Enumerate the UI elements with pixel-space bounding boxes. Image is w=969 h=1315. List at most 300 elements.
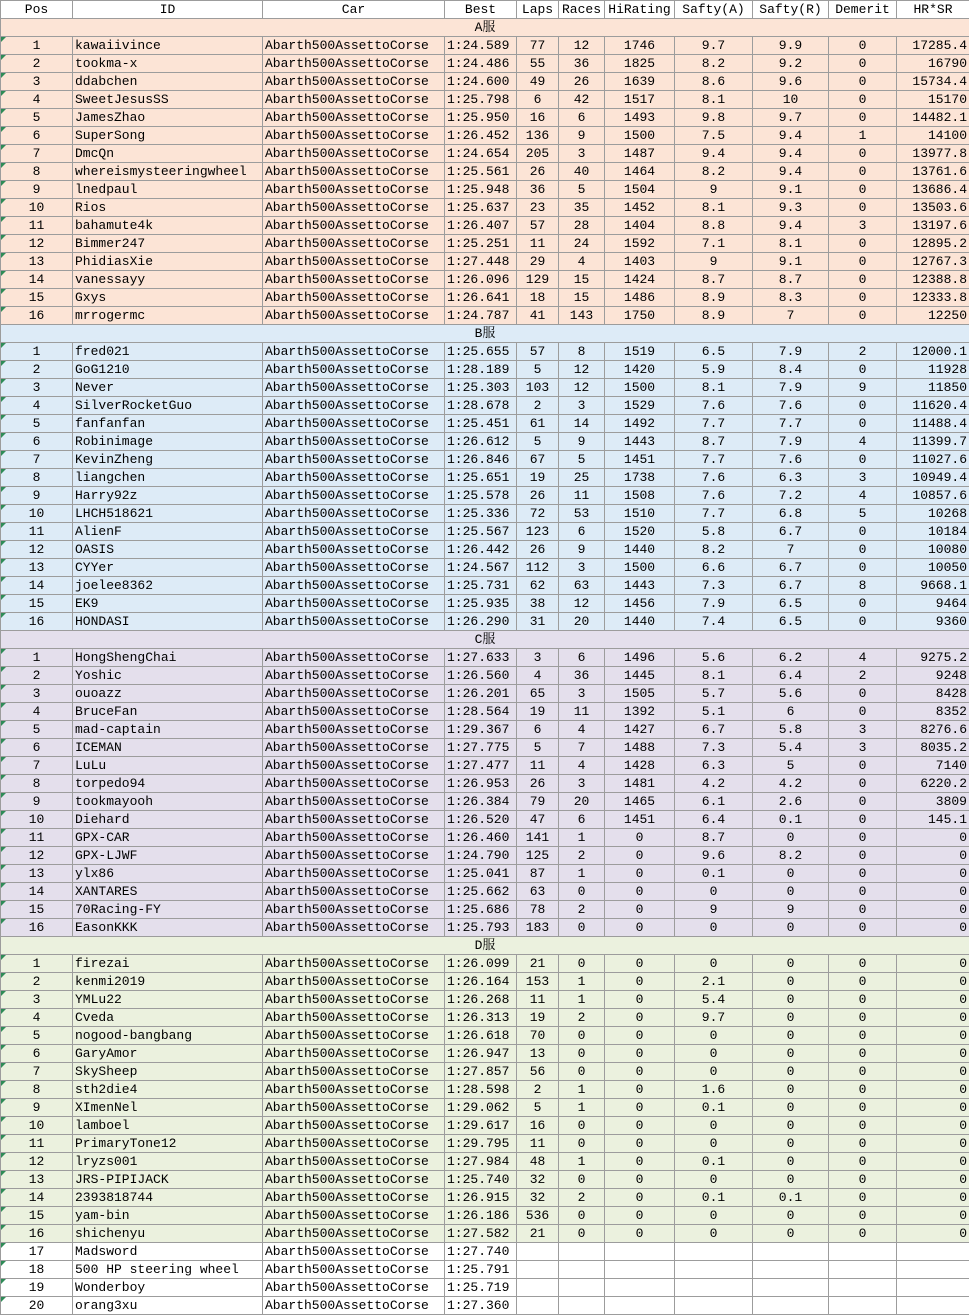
cell-id: ouoazz: [73, 685, 263, 703]
cell-hirating: 1505: [605, 685, 675, 703]
cell-car: Abarth500AssettoCorse: [263, 613, 445, 631]
cell-races: 1: [559, 1081, 605, 1099]
cell-demerit: 0: [829, 451, 897, 469]
cell-hr-sr: 9248: [897, 667, 969, 685]
cell-safety-a: 5.1: [675, 703, 753, 721]
cell-hr-sr: 0: [897, 955, 969, 973]
section-title: B服: [1, 325, 969, 343]
cell-hirating: 0: [605, 991, 675, 1009]
cell-races: 4: [559, 757, 605, 775]
cell-best: 1:25.798: [445, 91, 517, 109]
table-row: [1, 145, 969, 163]
cell-laps: 18: [517, 289, 559, 307]
cell-hirating: 1825: [605, 55, 675, 73]
cell-best: 1:26.618: [445, 1027, 517, 1045]
cell-car: Abarth500AssettoCorse: [263, 991, 445, 1009]
cell-car: Abarth500AssettoCorse: [263, 73, 445, 91]
section-header-row: [1, 937, 969, 955]
cell-demerit: 0: [829, 1045, 897, 1063]
cell-hirating: 1451: [605, 811, 675, 829]
cell-car: Abarth500AssettoCorse: [263, 1063, 445, 1081]
cell-safety-a: 5.7: [675, 685, 753, 703]
cell-hr-sr: [897, 1243, 969, 1261]
cell-laps: 48: [517, 1153, 559, 1171]
cell-safety-r: 4.2: [753, 775, 829, 793]
cell-best: 1:25.651: [445, 469, 517, 487]
cell-car: Abarth500AssettoCorse: [263, 541, 445, 559]
cell-races: 0: [559, 1045, 605, 1063]
cell-id: torpedo94: [73, 775, 263, 793]
cell-races: 36: [559, 667, 605, 685]
cell-best: 1:24.567: [445, 559, 517, 577]
cell-pos: 3: [1, 379, 73, 397]
cell-hirating: [605, 1261, 675, 1279]
cell-safety-r: 6.7: [753, 577, 829, 595]
cell-hr-sr: 11399.7: [897, 433, 969, 451]
cell-races: 42: [559, 91, 605, 109]
cell-best: 1:28.189: [445, 361, 517, 379]
cell-hr-sr: 0: [897, 919, 969, 937]
cell-id: 500 HP steering wheel: [73, 1261, 263, 1279]
cell-best: 1:25.793: [445, 919, 517, 937]
cell-hr-sr: 15734.4: [897, 73, 969, 91]
cell-hr-sr: 12250: [897, 307, 969, 325]
cell-demerit: 5: [829, 505, 897, 523]
cell-pos: 4: [1, 397, 73, 415]
cell-safety-r: 2.6: [753, 793, 829, 811]
cell-id: Cveda: [73, 1009, 263, 1027]
cell-id: Bimmer247: [73, 235, 263, 253]
cell-safety-r: 6.4: [753, 667, 829, 685]
cell-hirating: 0: [605, 847, 675, 865]
cell-pos: 11: [1, 217, 73, 235]
cell-hirating: 1456: [605, 595, 675, 613]
cell-safety-r: 6: [753, 703, 829, 721]
cell-hr-sr: 10268: [897, 505, 969, 523]
cell-hr-sr: 13686.4: [897, 181, 969, 199]
cell-demerit: 2: [829, 667, 897, 685]
cell-races: [559, 1297, 605, 1315]
cell-hr-sr: 0: [897, 1027, 969, 1045]
cell-safety-a: 8.7: [675, 433, 753, 451]
cell-hirating: 0: [605, 955, 675, 973]
cell-safety-a: 7.3: [675, 577, 753, 595]
table-row: [1, 487, 969, 505]
cell-best: 1:26.201: [445, 685, 517, 703]
cell-races: 1: [559, 973, 605, 991]
cell-hirating: 0: [605, 973, 675, 991]
cell-safety-r: 9.4: [753, 217, 829, 235]
table-row: [1, 811, 969, 829]
cell-id: yam-bin: [73, 1207, 263, 1225]
cell-best: 1:24.790: [445, 847, 517, 865]
cell-safety-r: 9.4: [753, 127, 829, 145]
cell-demerit: 0: [829, 595, 897, 613]
cell-id: whereismysteeringwheel: [73, 163, 263, 181]
cell-races: 0: [559, 1225, 605, 1243]
table-row: [1, 217, 969, 235]
cell-hr-sr: 17285.4: [897, 37, 969, 55]
cell-demerit: 0: [829, 757, 897, 775]
cell-demerit: 0: [829, 1081, 897, 1099]
cell-best: 1:26.520: [445, 811, 517, 829]
cell-car: Abarth500AssettoCorse: [263, 361, 445, 379]
cell-id: CYYer: [73, 559, 263, 577]
cell-best: 1:26.953: [445, 775, 517, 793]
cell-safety-r: 6.7: [753, 523, 829, 541]
cell-races: 6: [559, 109, 605, 127]
cell-hirating: 1481: [605, 775, 675, 793]
cell-safety-a: 0: [675, 1063, 753, 1081]
cell-safety-r: 0: [753, 955, 829, 973]
cell-races: 6: [559, 649, 605, 667]
cell-safety-r: 6.5: [753, 613, 829, 631]
table-row: [1, 883, 969, 901]
cell-hirating: 1493: [605, 109, 675, 127]
cell-car: Abarth500AssettoCorse: [263, 847, 445, 865]
cell-car: Abarth500AssettoCorse: [263, 1171, 445, 1189]
cell-hr-sr: 12388.8: [897, 271, 969, 289]
cell-hirating: 0: [605, 1207, 675, 1225]
cell-pos: 7: [1, 757, 73, 775]
section-header-row: [1, 631, 969, 649]
cell-safety-a: 8.1: [675, 199, 753, 217]
cell-hr-sr: 11620.4: [897, 397, 969, 415]
col-header-best: Best: [445, 1, 517, 19]
table-row: [1, 91, 969, 109]
cell-hr-sr: 0: [897, 1189, 969, 1207]
cell-id: Gxys: [73, 289, 263, 307]
cell-pos: 1: [1, 37, 73, 55]
cell-id: PrimaryTone12: [73, 1135, 263, 1153]
cell-car: Abarth500AssettoCorse: [263, 91, 445, 109]
cell-car: Abarth500AssettoCorse: [263, 217, 445, 235]
cell-laps: 2: [517, 397, 559, 415]
cell-car: Abarth500AssettoCorse: [263, 919, 445, 937]
table-row: [1, 379, 969, 397]
cell-races: 2: [559, 1189, 605, 1207]
cell-car: Abarth500AssettoCorse: [263, 649, 445, 667]
cell-laps: 19: [517, 1009, 559, 1027]
cell-id: GPX-CAR: [73, 829, 263, 847]
cell-safety-a: 7.3: [675, 739, 753, 757]
table-row: [1, 1207, 969, 1225]
table-row: [1, 757, 969, 775]
cell-id: Harry92z: [73, 487, 263, 505]
cell-laps: 6: [517, 91, 559, 109]
cell-laps: 11: [517, 757, 559, 775]
cell-best: 1:25.567: [445, 523, 517, 541]
cell-id: JRS-PIPIJACK: [73, 1171, 263, 1189]
cell-best: 1:26.407: [445, 217, 517, 235]
cell-pos: 14: [1, 1189, 73, 1207]
table-row: [1, 685, 969, 703]
cell-races: 35: [559, 199, 605, 217]
cell-laps: 4: [517, 667, 559, 685]
cell-races: 36: [559, 55, 605, 73]
cell-pos: 5: [1, 415, 73, 433]
cell-id: JamesZhao: [73, 109, 263, 127]
cell-car: Abarth500AssettoCorse: [263, 685, 445, 703]
cell-car: Abarth500AssettoCorse: [263, 397, 445, 415]
cell-races: 1: [559, 1099, 605, 1117]
cell-safety-a: 9: [675, 181, 753, 199]
cell-id: kenmi2019: [73, 973, 263, 991]
cell-best: 1:27.448: [445, 253, 517, 271]
cell-safety-a: 8.1: [675, 667, 753, 685]
cell-id: KevinZheng: [73, 451, 263, 469]
cell-car: Abarth500AssettoCorse: [263, 1045, 445, 1063]
cell-demerit: [829, 1297, 897, 1315]
table-row: [1, 739, 969, 757]
cell-safety-r: 9.1: [753, 253, 829, 271]
cell-races: 9: [559, 541, 605, 559]
cell-car: Abarth500AssettoCorse: [263, 235, 445, 253]
table-row: [1, 667, 969, 685]
cell-hr-sr: 12895.2: [897, 235, 969, 253]
cell-hr-sr: 0: [897, 1225, 969, 1243]
cell-safety-a: 8.9: [675, 289, 753, 307]
cell-hirating: 1488: [605, 739, 675, 757]
table-row: [1, 307, 969, 325]
table-row: [1, 505, 969, 523]
cell-car: Abarth500AssettoCorse: [263, 505, 445, 523]
cell-demerit: 0: [829, 811, 897, 829]
cell-best: 1:26.846: [445, 451, 517, 469]
cell-hr-sr: 0: [897, 973, 969, 991]
cell-best: 1:26.612: [445, 433, 517, 451]
cell-best: 1:26.460: [445, 829, 517, 847]
cell-demerit: 1: [829, 127, 897, 145]
cell-pos: 10: [1, 199, 73, 217]
cell-hr-sr: 0: [897, 1207, 969, 1225]
cell-safety-r: 0: [753, 1153, 829, 1171]
cell-car: Abarth500AssettoCorse: [263, 307, 445, 325]
cell-safety-a: 8.7: [675, 271, 753, 289]
cell-hirating: 0: [605, 1045, 675, 1063]
cell-safety-a: 6.1: [675, 793, 753, 811]
cell-races: 14: [559, 415, 605, 433]
cell-id: PhidiasXie: [73, 253, 263, 271]
cell-car: Abarth500AssettoCorse: [263, 1207, 445, 1225]
cell-races: 9: [559, 433, 605, 451]
cell-laps: [517, 1261, 559, 1279]
cell-id: bahamute4k: [73, 217, 263, 235]
cell-demerit: 0: [829, 523, 897, 541]
cell-laps: 23: [517, 199, 559, 217]
cell-laps: 77: [517, 37, 559, 55]
cell-races: 0: [559, 883, 605, 901]
table-row: [1, 1009, 969, 1027]
cell-hirating: 0: [605, 865, 675, 883]
cell-laps: 103: [517, 379, 559, 397]
cell-id: joelee8362: [73, 577, 263, 595]
cell-hr-sr: 12333.8: [897, 289, 969, 307]
cell-safety-r: [753, 1261, 829, 1279]
cell-id: mad-captain: [73, 721, 263, 739]
cell-laps: 5: [517, 361, 559, 379]
cell-best: 1:25.731: [445, 577, 517, 595]
cell-pos: 16: [1, 919, 73, 937]
cell-races: 0: [559, 955, 605, 973]
cell-car: Abarth500AssettoCorse: [263, 415, 445, 433]
cell-laps: 21: [517, 955, 559, 973]
table-row: [1, 289, 969, 307]
cell-safety-r: 5.4: [753, 739, 829, 757]
cell-pos: 15: [1, 901, 73, 919]
cell-safety-r: 0: [753, 1081, 829, 1099]
col-header-laps: Laps: [517, 1, 559, 19]
cell-demerit: 3: [829, 469, 897, 487]
cell-races: 3: [559, 559, 605, 577]
cell-laps: 3: [517, 649, 559, 667]
cell-pos: 7: [1, 145, 73, 163]
cell-best: 1:25.948: [445, 181, 517, 199]
table-row: [1, 847, 969, 865]
cell-pos: 11: [1, 829, 73, 847]
cell-hirating: 1428: [605, 757, 675, 775]
cell-safety-r: 7: [753, 307, 829, 325]
cell-safety-r: 6.5: [753, 595, 829, 613]
cell-best: 1:26.560: [445, 667, 517, 685]
cell-car: Abarth500AssettoCorse: [263, 109, 445, 127]
cell-demerit: 0: [829, 1117, 897, 1135]
cell-safety-r: 7.6: [753, 397, 829, 415]
cell-races: [559, 1261, 605, 1279]
cell-pos: 7: [1, 451, 73, 469]
cell-pos: 8: [1, 775, 73, 793]
cell-laps: 57: [517, 343, 559, 361]
cell-id: mrrogermc: [73, 307, 263, 325]
cell-hr-sr: 0: [897, 847, 969, 865]
cell-demerit: 0: [829, 199, 897, 217]
cell-demerit: 0: [829, 253, 897, 271]
cell-id: GPX-LJWF: [73, 847, 263, 865]
cell-hr-sr: 13977.8: [897, 145, 969, 163]
cell-hirating: 1738: [605, 469, 675, 487]
table-row: [1, 1261, 969, 1279]
table-row: [1, 343, 969, 361]
cell-hirating: 1445: [605, 667, 675, 685]
cell-hirating: 0: [605, 1225, 675, 1243]
cell-hirating: 0: [605, 883, 675, 901]
cell-safety-r: 7.7: [753, 415, 829, 433]
cell-hirating: 1639: [605, 73, 675, 91]
cell-hirating: 0: [605, 1009, 675, 1027]
cell-hirating: 1427: [605, 721, 675, 739]
cell-car: Abarth500AssettoCorse: [263, 721, 445, 739]
cell-car: Abarth500AssettoCorse: [263, 973, 445, 991]
col-header-car: Car: [263, 1, 445, 19]
table-row: [1, 901, 969, 919]
cell-pos: 10: [1, 1117, 73, 1135]
cell-safety-a: 7.1: [675, 235, 753, 253]
cell-races: [559, 1279, 605, 1297]
cell-car: Abarth500AssettoCorse: [263, 1225, 445, 1243]
cell-laps: 56: [517, 1063, 559, 1081]
cell-safety-a: 7.9: [675, 595, 753, 613]
cell-best: 1:24.787: [445, 307, 517, 325]
cell-hirating: 1500: [605, 559, 675, 577]
table-row: [1, 1297, 969, 1315]
cell-id: Rios: [73, 199, 263, 217]
cell-id: Madsword: [73, 1243, 263, 1261]
cell-safety-r: 0.1: [753, 1189, 829, 1207]
cell-hr-sr: 10949.4: [897, 469, 969, 487]
cell-hirating: 1519: [605, 343, 675, 361]
cell-hirating: 1465: [605, 793, 675, 811]
table-row: [1, 649, 969, 667]
cell-safety-r: 7.6: [753, 451, 829, 469]
col-header-safety-a: Safty(A): [675, 1, 753, 19]
cell-id: 2393818744: [73, 1189, 263, 1207]
table-row: [1, 541, 969, 559]
table-row: [1, 703, 969, 721]
cell-id: nogood-bangbang: [73, 1027, 263, 1045]
cell-car: Abarth500AssettoCorse: [263, 199, 445, 217]
cell-best: 1:24.486: [445, 55, 517, 73]
cell-safety-r: 0: [753, 1117, 829, 1135]
cell-car: Abarth500AssettoCorse: [263, 1117, 445, 1135]
cell-races: 1: [559, 991, 605, 1009]
cell-hr-sr: 12767.3: [897, 253, 969, 271]
cell-hirating: 1404: [605, 217, 675, 235]
cell-races: 15: [559, 271, 605, 289]
cell-races: 0: [559, 1171, 605, 1189]
cell-races: 24: [559, 235, 605, 253]
cell-hirating: 1420: [605, 361, 675, 379]
table-row: [1, 235, 969, 253]
cell-laps: 61: [517, 415, 559, 433]
cell-races: 6: [559, 523, 605, 541]
cell-id: tookmayooh: [73, 793, 263, 811]
table-row: [1, 469, 969, 487]
cell-safety-r: 0: [753, 991, 829, 1009]
cell-car: Abarth500AssettoCorse: [263, 1243, 445, 1261]
cell-races: 3: [559, 775, 605, 793]
cell-hr-sr: 11027.6: [897, 451, 969, 469]
cell-hr-sr: 8276.6: [897, 721, 969, 739]
cell-safety-r: 0: [753, 1099, 829, 1117]
cell-hirating: 1500: [605, 379, 675, 397]
cell-laps: 55: [517, 55, 559, 73]
cell-best: 1:25.303: [445, 379, 517, 397]
cell-safety-a: 0: [675, 919, 753, 937]
cell-hirating: 1500: [605, 127, 675, 145]
cell-demerit: 0: [829, 865, 897, 883]
cell-best: 1:26.452: [445, 127, 517, 145]
cell-safety-a: 7.6: [675, 469, 753, 487]
cell-pos: 2: [1, 973, 73, 991]
cell-safety-a: 4.2: [675, 775, 753, 793]
table-row: [1, 271, 969, 289]
cell-hr-sr: 11928: [897, 361, 969, 379]
cell-hr-sr: [897, 1279, 969, 1297]
cell-best: 1:29.795: [445, 1135, 517, 1153]
cell-safety-r: 9.2: [753, 55, 829, 73]
cell-hirating: 0: [605, 1135, 675, 1153]
cell-id: firezai: [73, 955, 263, 973]
cell-hr-sr: 8428: [897, 685, 969, 703]
cell-best: 1:25.719: [445, 1279, 517, 1297]
cell-races: 28: [559, 217, 605, 235]
cell-safety-a: 8.9: [675, 307, 753, 325]
cell-laps: 63: [517, 883, 559, 901]
cell-safety-r: 7.9: [753, 379, 829, 397]
cell-best: 1:27.740: [445, 1243, 517, 1261]
cell-safety-r: 5: [753, 757, 829, 775]
cell-car: Abarth500AssettoCorse: [263, 1135, 445, 1153]
